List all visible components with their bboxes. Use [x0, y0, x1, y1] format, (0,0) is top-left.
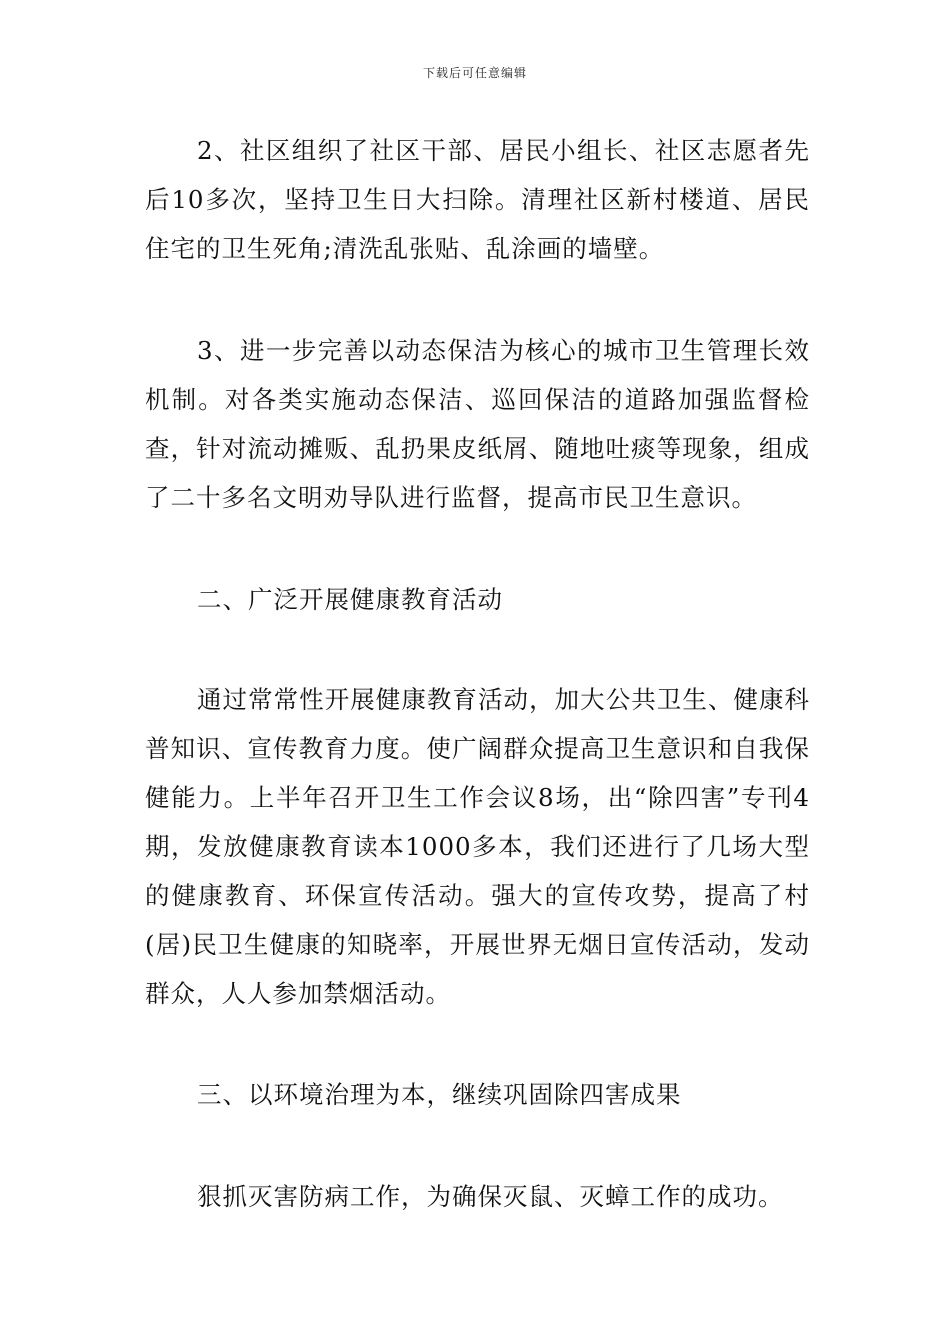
- section-heading-health-education: 二、广泛开展健康教育活动: [197, 585, 503, 614]
- paragraph-pest-control: 狠抓灭害防病工作，为确保灭鼠、灭蟑工作的成功。: [197, 1182, 784, 1211]
- paragraph-health-education: 通过常常性开展健康教育活动，加大公共卫生、健康科普知识、宣传教育力度。使广阔群众提高卫生意识和自我保健能力。上半年召开卫生工作会议8场，出“除四害”专刊4期，发放健康教育读本1000多本，我们还进行了几场大型的健康教育、环保宣传活动。强大的宣传攻势，提高了村(居)民卫生健康的知晓率，开展世界无烟日宣传活动，发动群众，人人参加禁烟活动。: [145, 685, 810, 1008]
- paragraph-community-cleanup: 2、社区组织了社区干部、居民小组长、社区志愿者先后10多次，坚持卫生日大扫除。清理社区新村楼道、居民住宅的卫生死角;清洗乱张贴、乱涂画的墙壁。: [145, 136, 810, 263]
- paragraph-sanitation-mechanism: 3、进一步完善以动态保洁为核心的城市卫生管理长效机制。对各类实施动态保洁、巡回保洁的道路加强监督检查，针对流动摊贩、乱扔果皮纸屑、随地吐痰等现象，组成了二十多名文明劝导队进行监督，提高市民卫生意识。: [145, 336, 810, 512]
- section-heading-environment: 三、以环境治理为本，继续巩固除四害成果: [197, 1080, 682, 1109]
- page-header: 下载后可任意编辑: [422, 66, 527, 80]
